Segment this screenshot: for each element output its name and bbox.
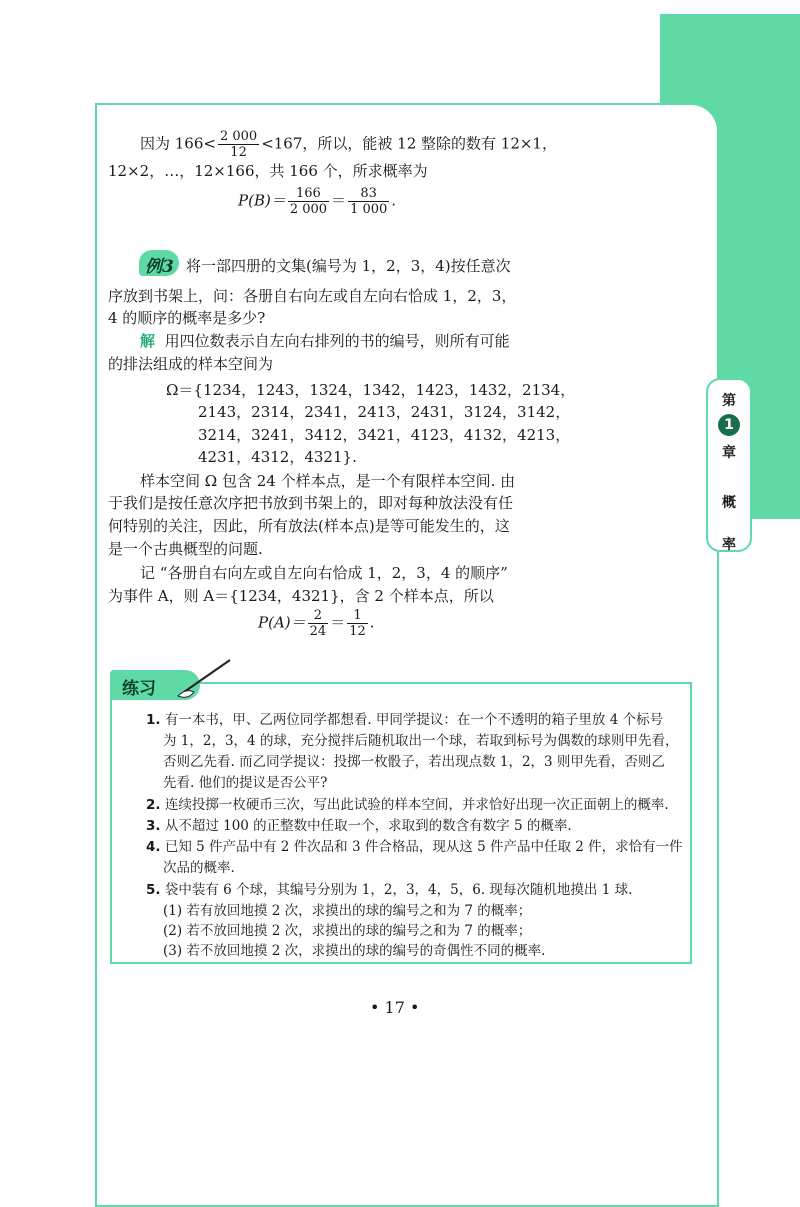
formula-pa: P(A)＝ $\frac{2}{24}$ ＝ $\frac{1}{12}$ . bbox=[258, 608, 375, 639]
example-question-line2: 序放到书架上，问：各册自右向左或自左向右恰成 1，2，3， bbox=[108, 287, 517, 305]
text-line3: 何特别的关注，因此，所有放法(样本点)是等可能发生的，这 bbox=[108, 517, 510, 535]
text-line4: 是一个古典概型的问题. bbox=[108, 540, 263, 558]
practice-item-line: (1) 若有放回地摸 2 次，求摸出的球的编号之和为 7 的概率； bbox=[163, 903, 532, 919]
practice-item-line: (2) 若不放回地摸 2 次，求摸出的球的编号之和为 7 的概率； bbox=[163, 923, 532, 939]
page-number: • 17 • bbox=[370, 998, 420, 1017]
pen-icon bbox=[174, 658, 234, 702]
practice-item-line: 为 1，2，3，4 的球，充分搅拌后随机取出一个球，若取到标号为偶数的球则甲先看， bbox=[163, 733, 679, 749]
example-question-line1: 将一部四册的文集(编号为 1，2，3，4)按任意次 bbox=[186, 257, 511, 275]
practice-item: 5. 袋中装有 6 个球，其编号分别为 1，2，3，4，5，6. 现每次随机地摸出 1 球. bbox=[146, 882, 633, 898]
practice-label: 练习 bbox=[122, 679, 156, 699]
event-line1: 记 “各册自右向左或自左向右恰成 1，2，3，4 的顺序” bbox=[140, 564, 508, 582]
chapter-tab-di: 第 bbox=[722, 393, 736, 409]
practice-item: 1. 有一本书，甲、乙两位同学都想看. 甲同学提议：在一个不透明的箱子里放 4 个标号 bbox=[146, 712, 664, 728]
example-badge: 例3 bbox=[139, 250, 181, 276]
practice-item: 3. 从不超过 100 的正整数中任取一个，求取到的数含有数字 5 的概率. bbox=[146, 818, 572, 834]
example-question-line3: 4 的顺序的概率是多少? bbox=[108, 309, 266, 327]
text-line2: 于我们是按任意次序把书放到书架上的，即对每种放法没有任 bbox=[108, 494, 514, 512]
sample-space-line3: 3214，3241，3412，3421，4123，4132，4213， bbox=[198, 426, 571, 444]
chapter-number: 1 bbox=[718, 414, 740, 436]
chapter-tab-lv: 率 bbox=[722, 537, 736, 553]
solution-line2: 的排法组成的样本空间为 bbox=[108, 355, 274, 373]
chapter-tab-zhang: 章 bbox=[722, 445, 736, 461]
text-line1: 样本空间 Ω 包含 24 个样本点，是一个有限样本空间. 由 bbox=[140, 472, 516, 490]
fraction: $\frac{2 000}{12}$ bbox=[219, 129, 258, 160]
practice-item-line: 次品的概率. bbox=[163, 860, 235, 876]
formula-pb: P(B)＝ $\frac{166}{2 000}$ ＝ $\frac{83}{1 000}$ . bbox=[238, 186, 397, 217]
solution-line1: 解 用四位数表示自左向右排列的书的编号，则所有可能 bbox=[140, 332, 510, 350]
practice-item-line: 先看. 他们的提议是否公平? bbox=[163, 775, 328, 791]
practice-item: 2. 连续投掷一枚硬币三次，写出此试验的样本空间，并求恰好出现一次正面朝上的概率. bbox=[146, 797, 669, 813]
sample-space-line4: 4231，4312，4321}. bbox=[198, 448, 357, 466]
para1-line1: 因为 166< $\frac{2 000}{12}$ <167，所以，能被 12 整除的数有 12×1， bbox=[140, 129, 557, 160]
practice-item-line: 否则乙先看. 而乙同学提议：投掷一枚骰子，若出现点数 1，2，3 则甲先看，否则乙 bbox=[163, 754, 665, 770]
solution-label: 解 bbox=[140, 332, 156, 350]
practice-title bbox=[110, 664, 220, 698]
chapter-tab-gai: 概 bbox=[722, 495, 736, 511]
sample-space-line1: Ω＝{1234，1243，1324，1342，1423，1432，2134， bbox=[166, 381, 576, 399]
para1-line2: 12×2，…，12×166，共 166 个，所求概率为 bbox=[108, 162, 428, 180]
practice-item: 4. 已知 5 件产品中有 2 件次品和 3 件合格品，现从这 5 件产品中任取 2 件，求恰有一件 bbox=[146, 839, 683, 855]
practice-item-line: (3) 若不放回地摸 2 次，求摸出的球的编号的奇偶性不同的概率. bbox=[163, 943, 546, 959]
sample-space-line2: 2143，2314，2341，2413，2431，3124，3142， bbox=[198, 403, 571, 421]
chapter-tab bbox=[706, 378, 752, 552]
event-line2: 为事件 A，则 A＝{1234，4321}，含 2 个样本点，所以 bbox=[108, 587, 494, 605]
